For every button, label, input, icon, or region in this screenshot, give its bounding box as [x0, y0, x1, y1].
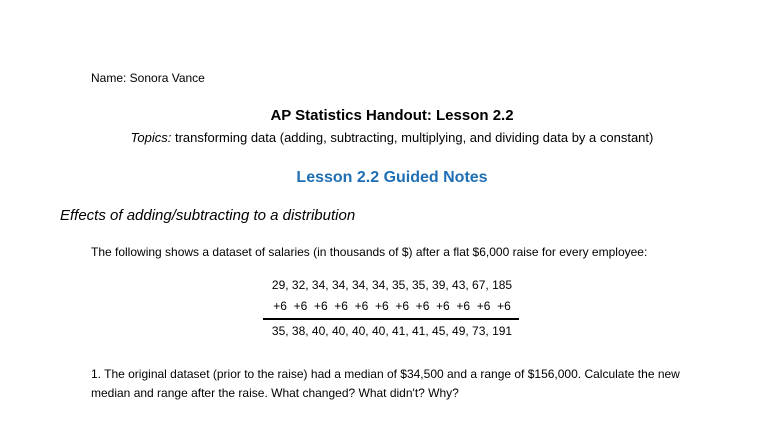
topics-line [0, 130, 784, 145]
new-dataset: 35, 38, 40, 40, 40, 40, 41, 41, 45, 49, 73, 191 [271, 324, 513, 338]
student-name: Name: Sonora Vance [91, 71, 205, 85]
handout-title: AP Statistics Handout: Lesson 2.2 [270, 107, 514, 124]
topics-text: transforming data (adding, subtracting, multiplying, and dividing data by a constant) [171, 130, 654, 145]
intro-paragraph: The following shows a dataset of salaries (in thousands of $) after a flat $6,000 raise for every employee: [91, 245, 648, 259]
original-dataset: 29, 32, 34, 34, 34, 34, 35, 35, 39, 43, 67, 185 [271, 278, 513, 292]
added-constants-row: +6 +6 +6 +6 +6 +6 +6 +6 +6 +6 +6 +6 [273, 299, 511, 313]
topics-label: Topics: [130, 130, 172, 145]
section-heading: Effects of adding/subtracting to a distribution [60, 207, 356, 224]
guided-notes-heading: Lesson 2.2 Guided Notes [296, 169, 488, 186]
question-1: 1. The original dataset (prior to the raise) had a median of $34,500 and a range of $156,000. Calculate the new median and range after the raise. What changed? What didn't? Why? [91, 367, 680, 400]
sum-divider-line [263, 318, 519, 320]
